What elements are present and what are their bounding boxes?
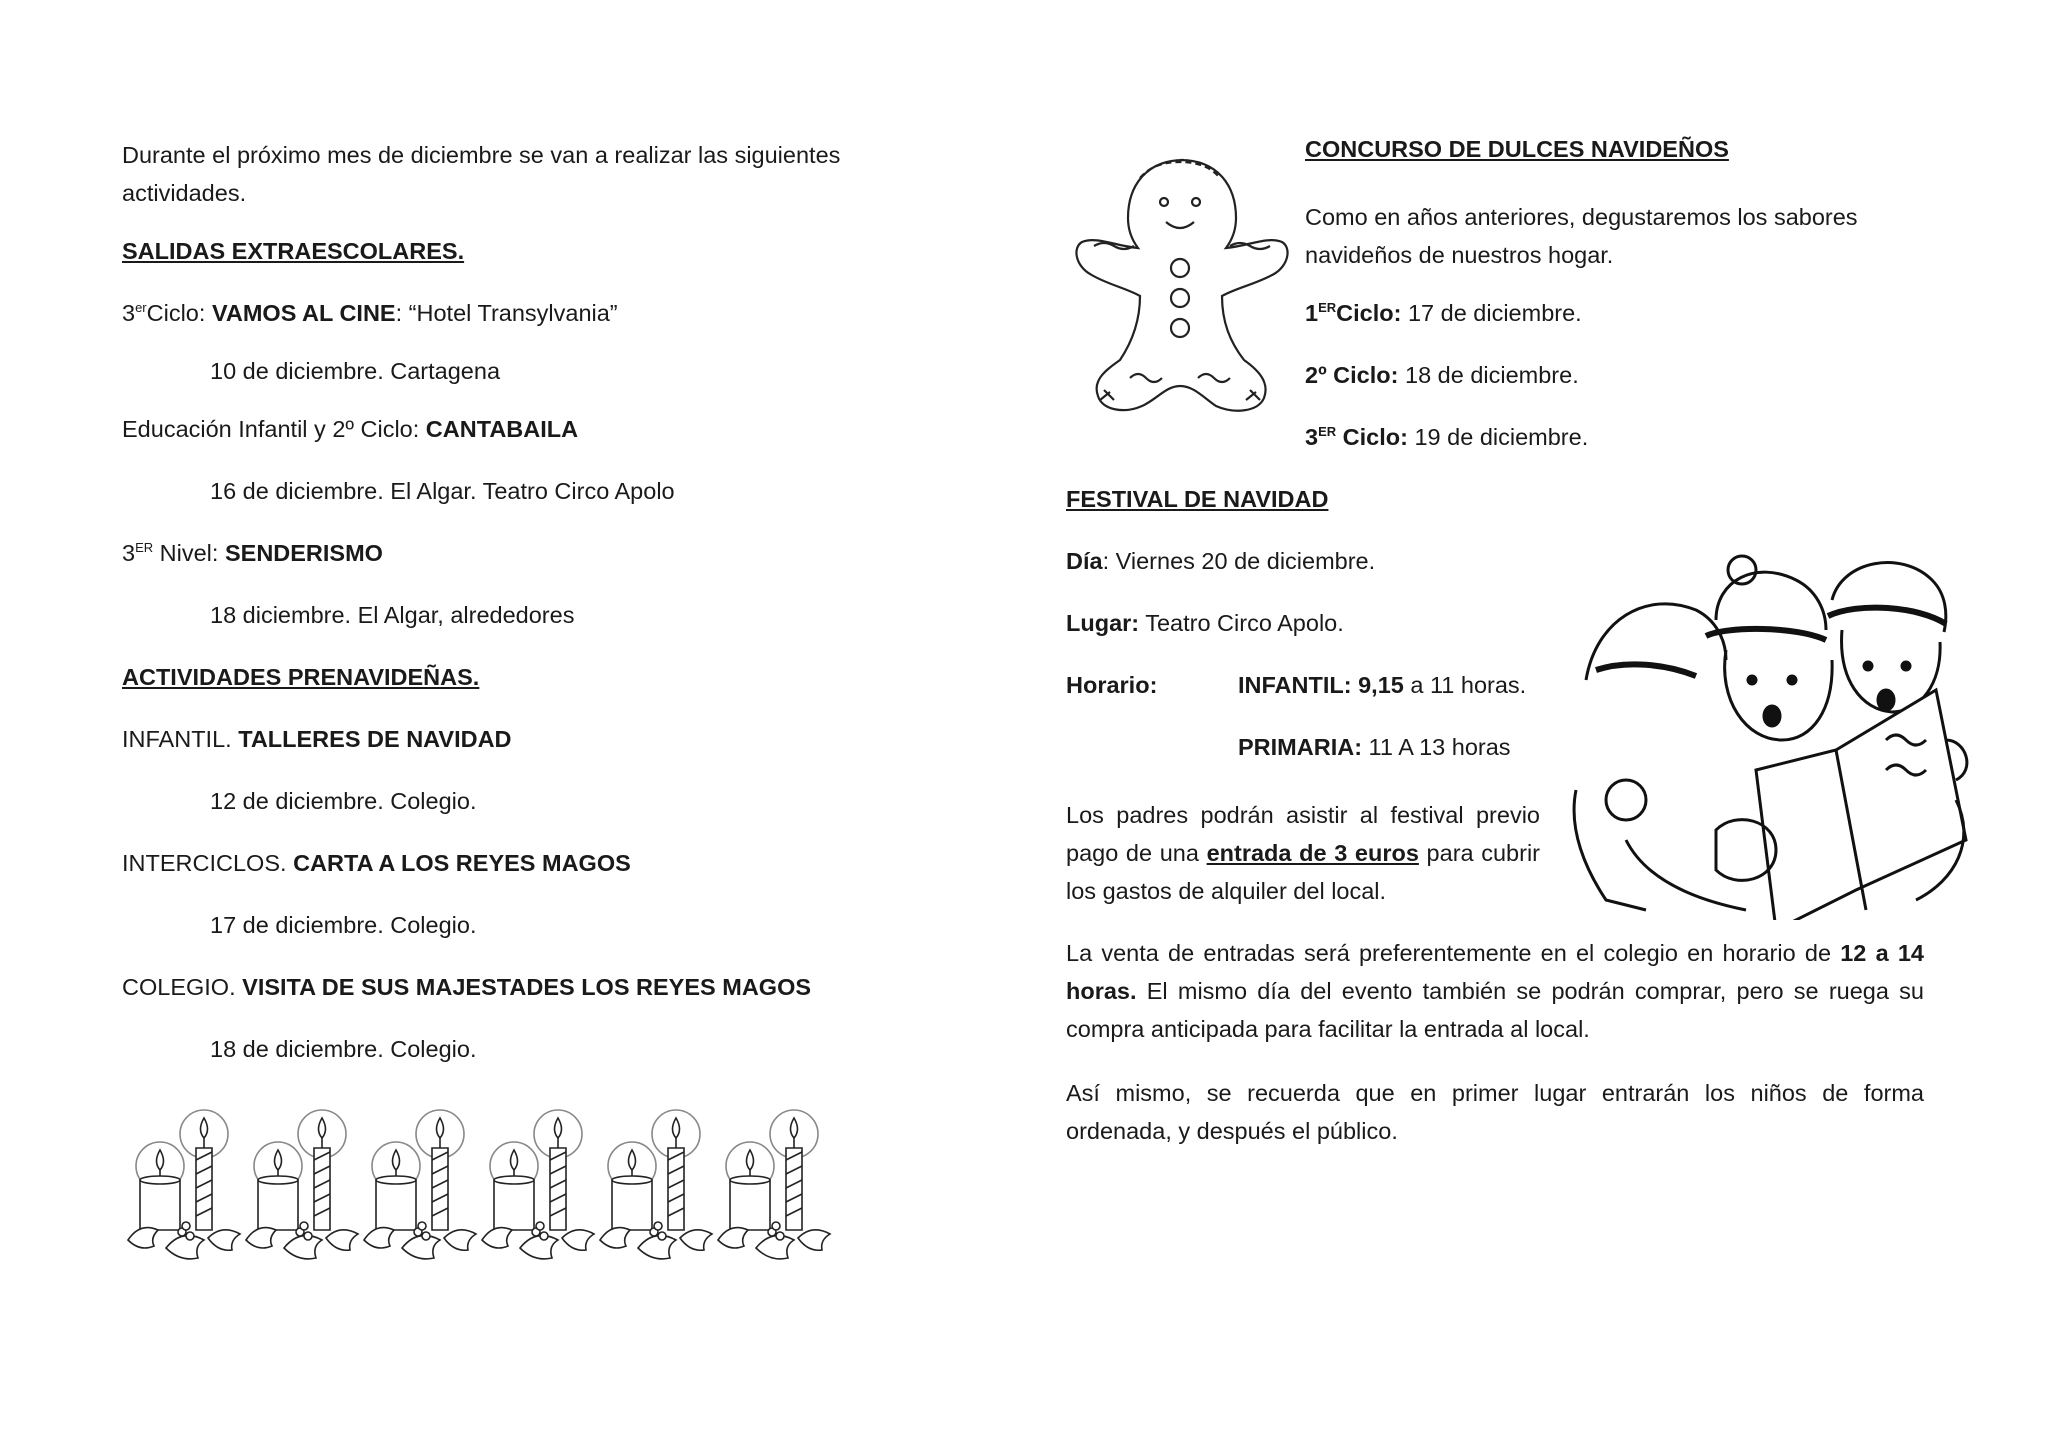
activity-carta-detail: 17 de diciembre. Colegio. [210,912,477,938]
intro-paragraph: Durante el próximo mes de diciembre se van a realizar las siguientes actividades. [122,142,841,206]
activity-talleres-detail: 12 de diciembre. Colegio. [210,788,477,814]
activity-cantabaila-detail: 16 de diciembre. El Algar. Teatro Circo Apolo [210,478,675,504]
activity-reyes-detail: 18 de diciembre. Colegio. [210,1036,477,1062]
activity-reyes: COLEGIO. VISITA DE SUS MAJESTADES LOS REYES MAGOS [122,974,812,1000]
horario-primaria: PRIMARIA: 11 A 13 horas [1238,734,1511,760]
activity-talleres: INFANTIL. TALLERES DE NAVIDAD [122,726,512,752]
carolers-illustration [1566,540,1990,920]
ciclo-3-row: 3ER Ciclo: 19 de diciembre. [1305,424,1589,450]
activity-cine-detail: 10 de diciembre. Cartagena [210,358,501,384]
concurso-heading: CONCURSO DE DULCES NAVIDEÑOS [1305,136,1729,162]
horario-label: Horario: [1066,672,1158,698]
ciclo-2-row: 2º Ciclo: 18 de diciembre. [1305,362,1579,388]
activity-senderismo-detail: 18 diciembre. El Algar, alrededores [210,602,575,628]
gingerbread-man-illustration [1070,142,1290,432]
prenavidenas-heading: ACTIVIDADES PRENAVIDEÑAS. [122,664,480,690]
salidas-heading: SALIDAS EXTRAESCOLARES. [122,238,465,264]
venta-paragraph: La venta de entradas será preferentemente en el colegio en horario de 12 a 14 horas. El mismo día del evento también se podrán comprar, pero se ruega su compra anticipada para facilitar la entrada al local. [1066,940,1925,1042]
activity-senderismo: 3ER Nivel: SENDERISMO [122,540,383,566]
asi-paragraph: Así mismo, se recuerda que en primer lugar entrarán los niños de forma ordenada, y después el público. [1066,1080,1924,1144]
festival-lugar: Lugar: Teatro Circo Apolo. [1066,610,1344,636]
activity-cantabaila: Educación Infantil y 2º Ciclo: CANTABAILA [122,416,579,442]
concurso-text: Como en años anteriores, degustaremos los sabores navideños de nuestros hogar. [1305,204,1858,268]
activity-carta: INTERCICLOS. CARTA A LOS REYES MAGOS [122,850,631,876]
festival-heading: FESTIVAL DE NAVIDAD [1066,486,1329,512]
advent-candles-border [122,1098,832,1270]
ciclo-1-row: 1ERCiclo: 17 de diciembre. [1305,300,1582,326]
horario-infantil: INFANTIL: 9,15 a 11 horas. [1238,672,1527,698]
festival-dia: Día: Viernes 20 de diciembre. [1066,548,1376,574]
activity-cine: 3erCiclo: VAMOS AL CINE: “Hotel Transylvania” [122,300,618,326]
padres-paragraph: Los padres podrán asistir al festival previo pago de una entrada de 3 euros para cubrir los gastos de alquiler del local. [1066,802,1540,904]
